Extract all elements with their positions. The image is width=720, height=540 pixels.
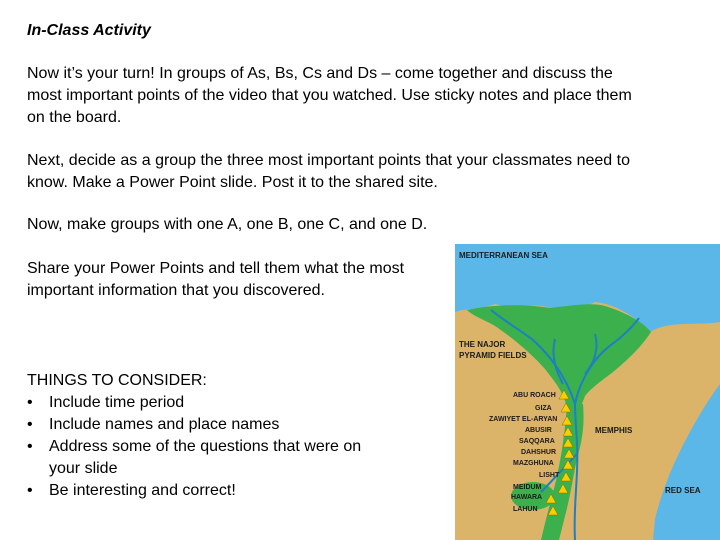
site-label-lisht: LISHT — [539, 472, 560, 479]
bullet-icon: • — [27, 482, 33, 499]
site-label-mazghuna: MAZGHUNA — [513, 460, 554, 467]
bullet-icon: • — [27, 438, 33, 455]
map-label-memphis: MEMPHIS — [595, 426, 633, 435]
site-label-dahshur: DAHSHUR — [521, 449, 556, 456]
map-label-red-sea: RED SEA — [665, 486, 701, 495]
site-label-hawara: HAWARA — [511, 494, 543, 501]
paragraph-share: Share your Power Points and tell them what the most important information that you discovered. — [27, 260, 405, 299]
bullet-icon: • — [27, 394, 33, 411]
site-label-giza: GIZA — [535, 405, 552, 412]
list-item — [27, 480, 369, 502]
bullet-icon: • — [27, 416, 33, 433]
site-label-saqqara: SAQQARA — [519, 438, 555, 445]
list-item — [27, 392, 369, 414]
site-label-zawiyet: ZAWIYET EL-ARYAN — [489, 416, 558, 423]
paragraph-group-discussion: Now it’s your turn! In groups of As, Bs, Cs and Ds – come together and discuss the most important points of the video that you watched. Use sticky notes and place them on the board. — [27, 65, 632, 126]
paragraph-make-slide: Next, decide as a group the three most important points that your classmates need to know. Make a Power Point slide. Post it to the shared site. — [27, 152, 630, 191]
list-item-text: Include names and place names — [49, 416, 280, 433]
map-label-title-line2: PYRAMID FIELDS — [459, 351, 527, 360]
list-item-text: Be interesting and correct! — [49, 482, 236, 499]
paragraph-new-groups: Now, make groups with one A, one B, one C, and one D. — [27, 216, 428, 233]
site-label-lahun: LAHUN — [513, 506, 538, 513]
map-graphic — [455, 244, 720, 540]
slide-title: In-Class Activity — [27, 22, 151, 39]
site-label-abusir: ABUSIR — [525, 427, 552, 434]
site-label-meidum: MEIDUM — [513, 484, 542, 491]
things-to-consider — [27, 370, 369, 502]
pyramid-fields-map — [455, 244, 720, 540]
consider-heading: THINGS TO CONSIDER: — [27, 372, 207, 389]
list-item-text: Address some of the questions that were on your slide — [49, 438, 362, 477]
map-label-mediterranean: MEDITERRANEAN SEA — [459, 251, 548, 260]
map-label-title-line1: THE NAJOR — [459, 340, 506, 349]
list-item — [27, 414, 369, 436]
list-item — [27, 436, 369, 480]
site-label-abu-roash: ABU ROAСH — [513, 392, 556, 399]
list-item-text: Include time period — [49, 394, 185, 411]
consider-list — [27, 392, 369, 502]
